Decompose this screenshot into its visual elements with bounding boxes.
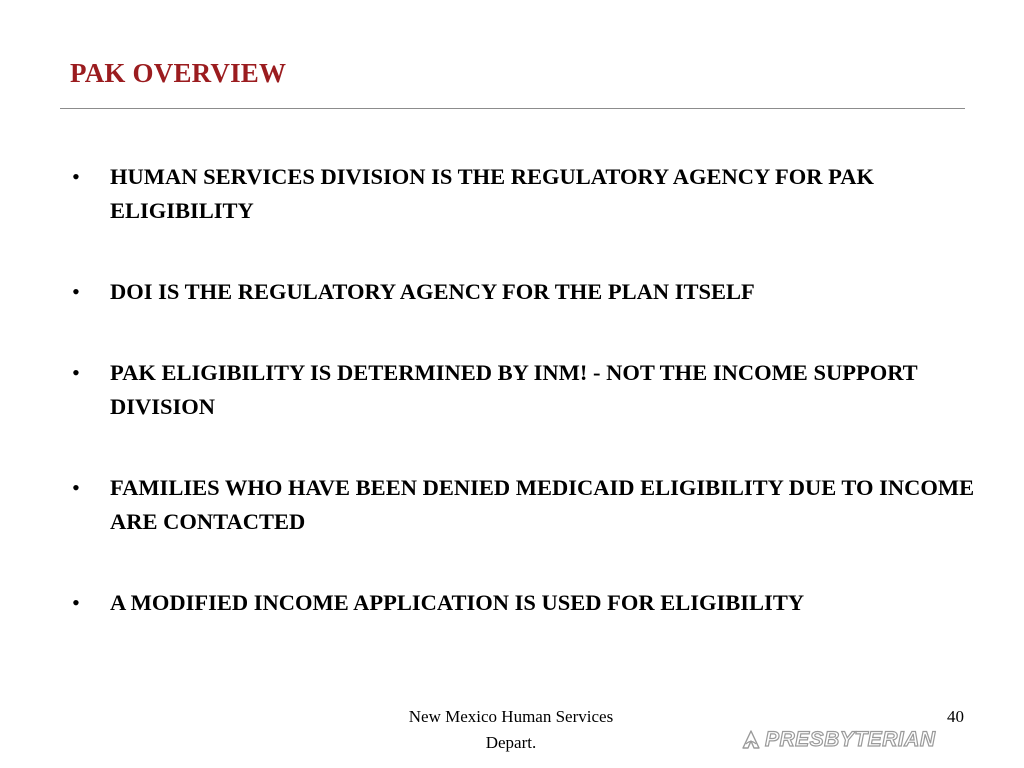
bullet-item: • PAK ELIGIBILITY IS DETERMINED BY INM! - NOT THE INCOME SUPPORT DIVISION (72, 356, 1012, 424)
page-number: 40 (947, 707, 964, 726)
bullet-item: • DOI IS THE REGULATORY AGENCY FOR THE PLAN ITSELF (72, 275, 1012, 309)
slide-title: PAK OVERVIEW (70, 58, 287, 88)
bullet-list (72, 160, 1012, 667)
footer-department (370, 704, 652, 756)
bullet-item: • A MODIFIED INCOME APPLICATION IS USED FOR ELIGIBILITY (72, 586, 1012, 620)
logo-text: PRESBYTERIAN (765, 728, 936, 751)
footer-department-line2: Depart. (485, 733, 537, 752)
bullet-item: • FAMILIES WHO HAVE BEEN DENIED MEDICAID ELIGIBILITY DUE TO INCOME ARE CONTACTED (72, 471, 1012, 539)
title-divider (60, 108, 965, 109)
presbyterian-logo-icon (740, 729, 762, 751)
presbyterian-logo (740, 727, 936, 753)
bullet-item: • HUMAN SERVICES DIVISION IS THE REGULATORY AGENCY FOR PAK ELIGIBILITY (72, 160, 1012, 228)
footer-department-line1: New Mexico Human Services (408, 707, 614, 726)
